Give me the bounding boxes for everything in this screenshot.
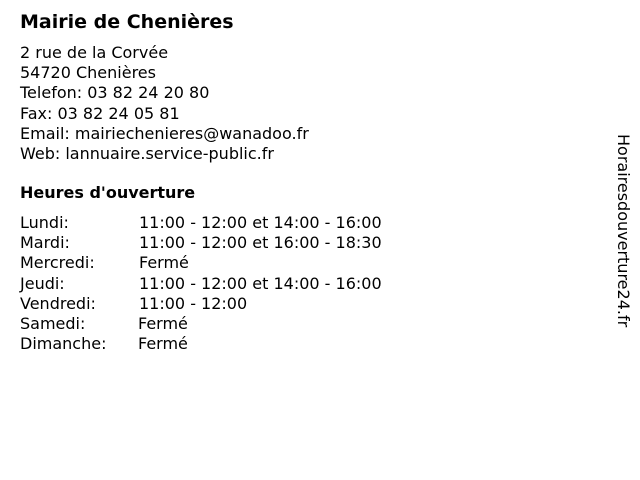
day-label: Mardi: <box>20 233 70 253</box>
opening-hours-heading: Heures d'ouverture <box>20 183 196 202</box>
website: Web: lannuaire.service-public.fr <box>20 144 274 164</box>
fax-number: Fax: 03 82 24 05 81 <box>20 103 180 123</box>
street-address: 2 rue de la Corvée <box>20 43 169 62</box>
day-label: Vendredi: <box>20 293 96 313</box>
day-label: Mercredi: <box>20 253 95 273</box>
time-value: 11:00 - 12:00 et 14:00 - 16:00 <box>139 273 382 293</box>
time-value: Fermé <box>139 253 189 273</box>
phone-number: Telefon: 03 82 24 20 80 <box>20 83 210 103</box>
day-label: Lundi: <box>20 213 69 232</box>
contact-block <box>20 43 309 164</box>
day-label: Samedi: <box>20 313 86 333</box>
site-watermark: Horairesdouverture24.fr <box>614 134 633 328</box>
time-value: 11:00 - 12:00 <box>139 293 248 313</box>
time-value: Fermé <box>138 313 188 333</box>
time-value: 11:00 - 12:00 et 16:00 - 18:30 <box>139 233 382 253</box>
day-label: Dimanche: <box>20 334 107 354</box>
time-value: 11:00 - 12:00 et 14:00 - 16:00 <box>139 213 382 232</box>
page-title: Mairie de Chenières <box>20 11 234 33</box>
time-value: Fermé <box>138 334 188 354</box>
city-address: 54720 Chenières <box>20 63 156 83</box>
day-label: Jeudi: <box>20 273 65 293</box>
email-address: Email: mairiechenieres@wanadoo.fr <box>20 123 309 143</box>
